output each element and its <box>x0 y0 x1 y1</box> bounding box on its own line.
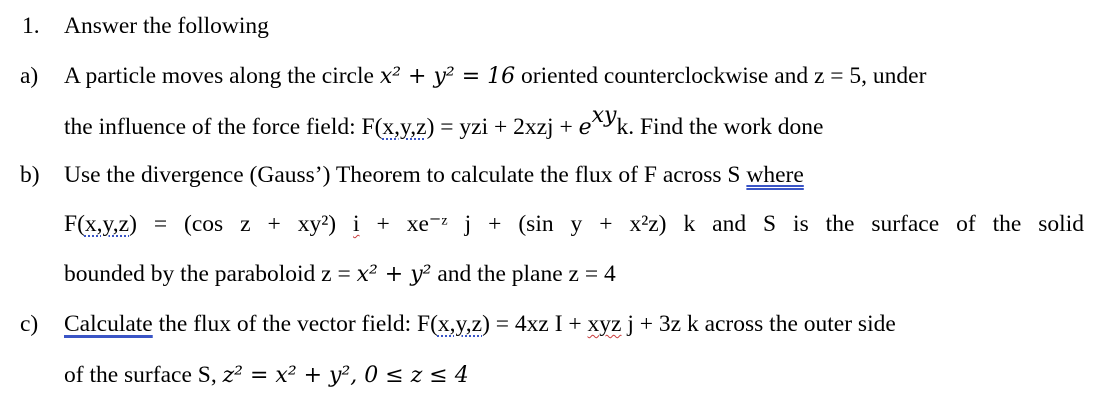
question-title: Answer the following <box>64 13 269 39</box>
part-c-label: c) <box>20 311 39 337</box>
exponential-power: xy <box>591 102 617 128</box>
variables-xyz: x,y,z <box>437 311 483 337</box>
variables-xyz: x,y,z <box>382 114 427 140</box>
where-word: where <box>746 162 804 188</box>
variables-xyz: x,y,z <box>84 211 130 237</box>
paraboloid-expression: x² + y² <box>356 262 432 287</box>
exponential-base: e <box>578 115 592 140</box>
part-c-text-2: of the surface S, z² = x² + y², 0 ≤ z ≤ 4 <box>64 362 469 388</box>
calculate-word: Calculate <box>64 311 153 337</box>
part-b-text-1: Use the divergence (Gauss’) Theorem to calculate the flux of F across S where <box>64 162 804 188</box>
part-b-text-2: F(x,y,z) = (cos z + xy²) i + xe⁻ᶻ j + (sin y + x²z) k and S is the surface of the solid <box>64 211 1084 237</box>
part-a-label: a) <box>20 63 39 89</box>
part-a-text-2: the influence of the force field: F(x,y,z) = yzi + $2xzj + e^{xy}k$. Find the work done <box>64 102 824 140</box>
cone-surface-equation: z² = x² + y², 0 ≤ z ≤ 4 <box>222 363 469 388</box>
part-c-text-1: Calculate the flux of the vector field: F(x,y,z) = 4xz I + xyz j + 3z k across the outer side <box>64 311 896 337</box>
part-b-text-3: bounded by the paraboloid z = x² + y² and the plane z = 4 <box>64 261 616 287</box>
circle-equation: x² + y² = 16 <box>379 64 516 89</box>
part-b-label: b) <box>20 162 40 188</box>
xyz-term: xyz <box>587 311 622 337</box>
question-number: 1. <box>22 13 40 39</box>
part-a-text-1: A particle moves along the circle x² + y² = 16 oriented counterclockwise and z = 5, under <box>64 63 927 89</box>
unit-i: i <box>353 211 360 237</box>
